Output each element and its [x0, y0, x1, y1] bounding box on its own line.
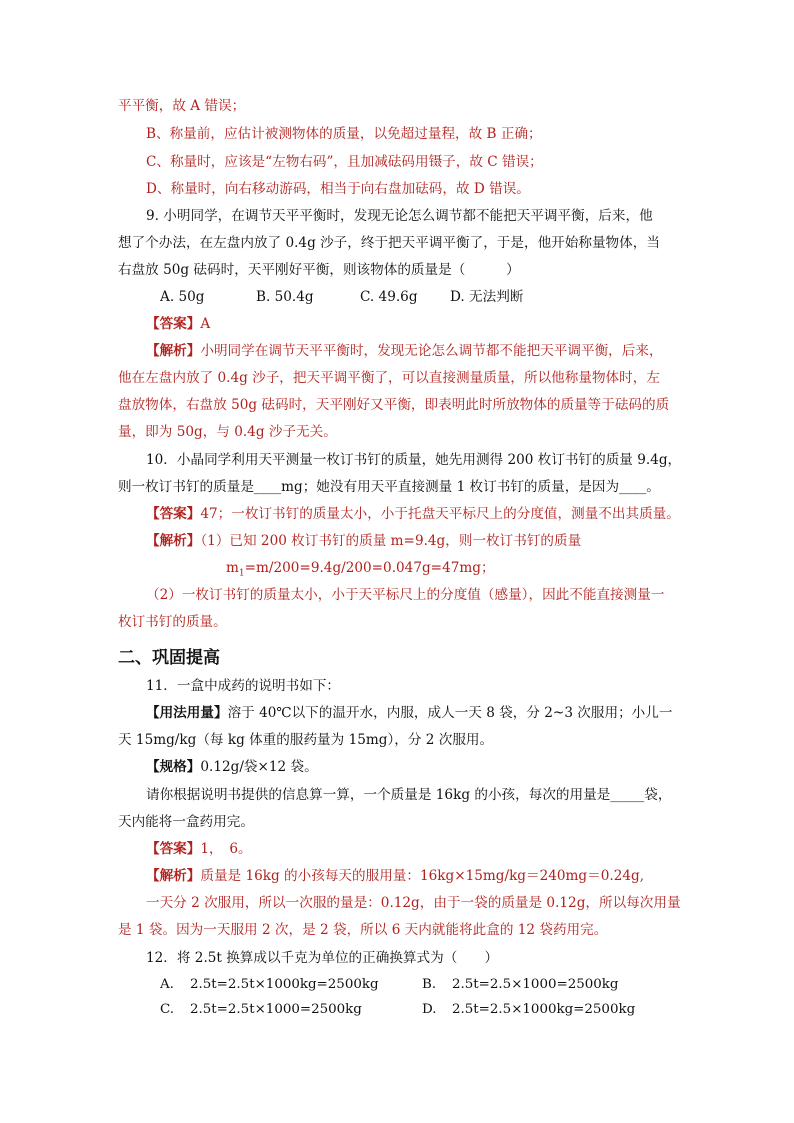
formula-line [226, 559, 495, 583]
usage-text: 溶于 40℃以下的温开水，内服，成人一天 8 袋，分 2~3 次服用；小儿一 [227, 705, 673, 721]
analysis-line: 他在左盘内放了 0.4g 沙子，把天平调平衡了，可以直接测量质量，所以他称量物体时，左 [118, 370, 660, 386]
answer-line [146, 505, 680, 523]
spec-line [146, 758, 318, 776]
option-a: A. 50g [160, 289, 205, 305]
analysis-line [146, 867, 644, 885]
text-line: D、称量时，向右移动游码，相当于向右盘加砝码，故 D 错误。 [146, 181, 530, 197]
analysis-tag: 【解析】 [146, 533, 201, 549]
option-b: 2.5t=2.5×1000=2500kg [452, 977, 619, 992]
question-12-line: 12．将 2.5t 换算成以千克为单位的正确换算式为（ ） [146, 950, 499, 966]
analysis-line: 枚订书钉的质量。 [118, 614, 227, 630]
question-11-line: 11．一盒中成药的说明书如下： [146, 678, 341, 694]
question-10-line: 则一枚订书钉的质量是____mg；她没有用天平直接测量 1 枚订书钉的质量，是因为____。 [118, 479, 660, 495]
option-d: D. 无法判断 [450, 289, 524, 305]
analysis-line: （2）一枚订书钉的质量太小，小于天平标尺上的分度值（感量），因此不能直接测量一 [146, 587, 665, 603]
analysis-line [146, 342, 663, 360]
answer-value: 47；一枚订书钉的质量太小，小于托盘天平标尺上的分度值，测量不出其质量。 [200, 506, 680, 522]
answer-tag: 【答案】 [146, 506, 201, 522]
analysis-text: 小明同学在调节天平平衡时，发现无论怎么调节都不能把天平调平衡，后来， [200, 343, 663, 359]
spec-tag: 【规格】 [146, 759, 201, 775]
analysis-tag: 【解析】 [146, 343, 201, 359]
analysis-line: 量，即为 50g，与 0.4g 沙子无关。 [118, 424, 337, 440]
text-line: C、称量时，应该是“左物右码”，且加减砝码用镊子，故 C 错误； [146, 154, 543, 170]
formula-rest: =m/200=9.4g/200=0.047g=47mg； [244, 560, 495, 576]
option-c: 2.5t=2.5t×1000=2500kg [190, 1002, 362, 1017]
question-9-line: 想了个办法，在左盘内放了 0.4g 沙子，终于把天平调平衡了，于是，他开始称量物体，当 [118, 235, 660, 251]
formula-subscript: 1 [238, 568, 245, 579]
answer-value: 1， 6。 [200, 841, 252, 857]
option-c-key: C. [160, 1002, 175, 1017]
text-line: 平平衡，故 A 错误； [118, 98, 246, 114]
question-9-line: 9. 小明同学，在调节天平平衡时，发现无论怎么调节都不能把天平调平衡，后来，他 [146, 208, 653, 224]
analysis-text: （1）已知 200 枚订书钉的质量 m=9.4g，则一枚订书钉的质量 [200, 533, 582, 549]
analysis-tag: 【解析】 [146, 868, 201, 884]
question-11-line: 天内能将一盒药用完。 [118, 814, 254, 830]
usage-line: 天 15mg/kg（每 kg 体重的服药量为 15mg），分 2 次服用。 [118, 732, 494, 748]
option-d-key: D. [422, 1002, 437, 1017]
analysis-line [146, 532, 581, 550]
answer-line [146, 315, 210, 333]
analysis-line: 一天分 2 次服用，所以一次服的量是：0.12g，由于一袋的质量是 0.12g，所以每次用量 [146, 895, 681, 911]
section-heading: 二、巩固提高 [118, 648, 220, 668]
formula-var: m [226, 560, 239, 576]
option-b-key: B. [422, 977, 437, 992]
option-a-key: A. [160, 977, 174, 992]
question-9-line: 右盘放 50g 砝码时，天平刚好平衡，则该物体的质量是（ ） [118, 262, 520, 278]
answer-line [146, 840, 252, 858]
spec-text: 0.12g/袋×12 袋。 [200, 759, 318, 775]
analysis-line: 盘放物体，右盘放 50g 砝码时，天平刚好又平衡，即表明此时所放物体的质量等于砝码的质 [118, 397, 670, 413]
option-c: C. 49.6g [360, 289, 418, 305]
analysis-text: 质量是 16kg 的小孩每天的服用量：16kg×15mg/kg＝240mg＝0.24g, [200, 868, 645, 884]
answer-tag: 【答案】 [146, 316, 201, 332]
option-b: B. 50.4g [256, 289, 314, 305]
usage-tag: 【用法用量】 [146, 705, 228, 721]
answer-value: A [200, 316, 211, 332]
text-line: B、称量前，应估计被测物体的质量，以免超过量程，故 B 正确； [146, 126, 542, 142]
option-d: 2.5t=2.5×1000kg=2500kg [452, 1002, 636, 1017]
option-a: 2.5t=2.5t×1000kg=2500kg [190, 977, 379, 992]
question-11-line: 请你根据说明书提供的信息算一算，一个质量是 16kg 的小孩，每次的用量是_____袋， [146, 787, 672, 803]
answer-tag: 【答案】 [146, 841, 201, 857]
question-10-line: 10．小晶同学利用天平测量一枚订书钉的质量，她先用测得 200 枚订书钉的质量 9.4g， [146, 452, 682, 468]
usage-line [146, 704, 672, 722]
analysis-line: 是 1 袋。因为一天服用 2 次，是 2 袋，所以 6 天内就能将此盒的 12 袋药用完。 [118, 922, 608, 938]
